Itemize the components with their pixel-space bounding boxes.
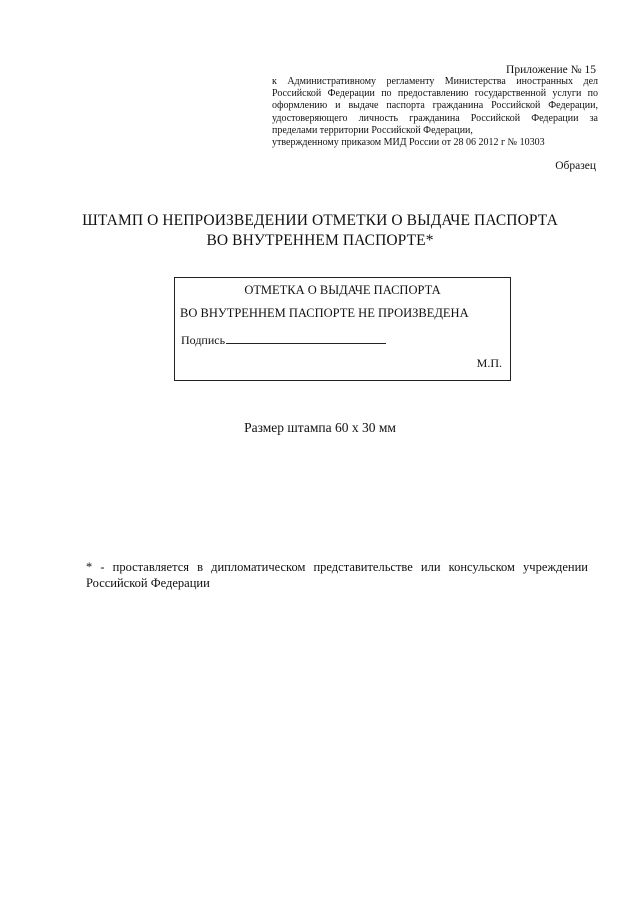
document-title bbox=[0, 211, 640, 251]
appendix-line: оформлению и выдаче паспорта гражданина Российской Федерации, bbox=[272, 100, 598, 112]
footnote-line-2: Российской Федерации bbox=[86, 576, 210, 590]
seal-label: М.П. bbox=[476, 356, 502, 370]
stamp-line-1: ОТМЕТКА О ВЫДАЧЕ ПАСПОРТА bbox=[244, 283, 441, 297]
appendix-reference bbox=[272, 76, 598, 149]
signature-label: Подпись bbox=[181, 333, 226, 347]
document-title-line-2: ВО ВНУТРЕННЕМ ПАСПОРТЕ* bbox=[206, 232, 434, 249]
footnote bbox=[86, 559, 588, 591]
document-title-line-1: ШТАМП О НЕПРОИЗВЕДЕНИИ ОТМЕТКИ О ВЫДАЧЕ ПАСПОРТА bbox=[82, 212, 558, 229]
appendix-line: Российской Федерации по предоставлению государственной услуги по bbox=[272, 88, 598, 100]
signature-row bbox=[181, 333, 386, 348]
stamp-box bbox=[174, 277, 511, 381]
appendix-line: к Административному регламенту Министерства иностранных дел bbox=[272, 76, 598, 87]
footnote-line-1: * - проставляется в дипломатическом представительстве или консульском учреждении bbox=[86, 560, 588, 574]
appendix-title: Приложение № 15 bbox=[506, 64, 596, 76]
appendix-line: утвержденному приказом МИД России от 28 06 2012 г № 10303 bbox=[272, 137, 545, 149]
signature-line bbox=[226, 333, 386, 344]
sample-label: Образец bbox=[555, 160, 596, 172]
stamp-line-2: ВО ВНУТРЕННЕМ ПАСПОРТЕ НЕ ПРОИЗВЕДЕНА bbox=[180, 306, 469, 320]
appendix-line: пределами территории Российской Федерации, bbox=[272, 124, 473, 136]
stamp-size-note: Размер штампа 60 х 30 мм bbox=[244, 420, 396, 435]
appendix-line: удостоверяющего личность гражданина Российской Федерации за bbox=[272, 112, 598, 124]
